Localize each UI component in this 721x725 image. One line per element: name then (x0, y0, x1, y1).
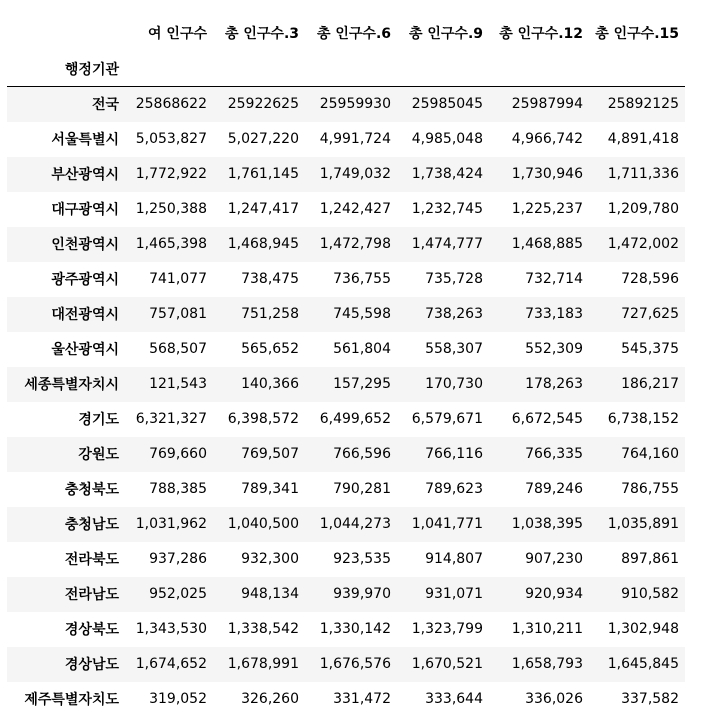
table-row (7, 682, 685, 717)
table-row (7, 402, 685, 437)
row-index-label: 광주광역시 (51, 272, 119, 288)
table-cell: 25892125 (607, 96, 679, 113)
table-cell: 5,027,220 (227, 131, 299, 147)
column-header: 총 인구수.15 (595, 26, 679, 42)
table-cell: 4,891,418 (607, 131, 679, 147)
table-cell: 1,031,962 (135, 516, 207, 532)
table-cell: 1,670,521 (411, 656, 483, 672)
table-cell: 186,217 (621, 376, 679, 392)
table-cell: 552,309 (525, 341, 583, 357)
column-header: 총 인구수.9 (408, 26, 483, 42)
table-cell: 910,582 (621, 586, 679, 602)
table-cell: 6,398,572 (227, 411, 299, 427)
table-cell: 788,385 (149, 481, 207, 497)
table-cell: 948,134 (241, 586, 299, 602)
table-cell: 766,335 (525, 446, 583, 462)
row-index-label: 전라북도 (64, 552, 119, 568)
table-cell: 1,678,991 (227, 656, 299, 672)
table-cell: 4,966,742 (511, 131, 583, 147)
table-cell: 789,623 (425, 481, 483, 497)
row-index-label: 인천광역시 (51, 237, 119, 253)
table-cell: 170,730 (425, 376, 483, 392)
row-index-label: 경상북도 (64, 622, 119, 638)
table-cell: 1,242,427 (319, 201, 391, 217)
table-cell: 766,596 (333, 446, 391, 462)
table-cell: 1,209,780 (607, 201, 679, 217)
table-cell: 769,660 (149, 446, 207, 462)
table-cell: 738,475 (241, 271, 299, 287)
table-cell: 333,644 (425, 691, 483, 707)
table-cell: 1,761,145 (227, 166, 299, 182)
index-name: 행정기관 (7, 51, 125, 87)
table-row (7, 472, 685, 507)
table-cell: 1,676,576 (319, 656, 391, 672)
table-row (7, 577, 685, 612)
table-cell: 4,991,724 (319, 131, 391, 147)
table-cell: 1,749,032 (319, 166, 391, 182)
table-cell: 1,472,002 (607, 236, 679, 252)
table-cell: 1,330,142 (319, 621, 391, 637)
empty-header-cell (397, 51, 489, 87)
table-cell: 786,755 (621, 481, 679, 497)
table-cell: 25985045 (411, 96, 483, 113)
row-index-label: 전국 (91, 97, 119, 114)
row-index-label: 부산광역시 (51, 167, 119, 183)
table-cell: 923,535 (333, 551, 391, 567)
table-cell: 6,672,545 (511, 411, 583, 427)
table-cell: 568,507 (149, 341, 207, 357)
row-index-label: 대구광역시 (51, 202, 119, 218)
table-cell: 157,295 (333, 376, 391, 392)
table-cell: 1,323,799 (411, 621, 483, 637)
row-index-label: 충청북도 (64, 482, 119, 498)
table-cell: 1,302,948 (607, 621, 679, 637)
table-row (7, 367, 685, 402)
table-cell: 25987994 (511, 96, 583, 113)
dataframe-table (7, 15, 685, 717)
table-header (7, 15, 685, 87)
row-index-label: 전라남도 (64, 587, 119, 603)
empty-header-cell (213, 51, 305, 87)
column-header: 총 인구수.6 (316, 26, 391, 42)
row-index-label: 경기도 (78, 412, 119, 428)
table-cell: 121,543 (149, 376, 207, 392)
table-cell: 1,041,771 (411, 516, 483, 532)
table-row (7, 262, 685, 297)
dataframe-container (7, 15, 685, 717)
table-cell: 6,499,652 (319, 411, 391, 427)
table-cell: 907,230 (525, 551, 583, 567)
table-cell: 319,052 (149, 691, 207, 707)
table-cell: 937,286 (149, 551, 207, 567)
table-cell: 25868622 (135, 96, 207, 113)
table-cell: 1,310,211 (511, 621, 583, 637)
row-index-label: 대전광역시 (51, 307, 119, 323)
table-cell: 790,281 (333, 481, 391, 497)
column-header-row (7, 15, 685, 51)
table-cell: 741,077 (149, 271, 207, 287)
table-cell: 1,250,388 (135, 201, 207, 217)
table-cell: 336,026 (525, 691, 583, 707)
table-row (7, 437, 685, 472)
row-index-label: 충청남도 (64, 517, 119, 533)
index-name-row (7, 51, 685, 87)
table-cell: 932,300 (241, 551, 299, 567)
table-cell: 732,714 (525, 271, 583, 287)
table-cell: 1,468,945 (227, 236, 299, 252)
table-cell: 565,652 (241, 341, 299, 357)
table-cell: 1,468,885 (511, 236, 583, 252)
row-index-label: 서울특별시 (51, 132, 119, 148)
table-row (7, 157, 685, 192)
table-cell: 561,804 (333, 341, 391, 357)
table-cell: 727,625 (621, 306, 679, 322)
table-row (7, 227, 685, 262)
table-cell: 1,232,745 (411, 201, 483, 217)
table-cell: 764,160 (621, 446, 679, 462)
table-cell: 545,375 (621, 341, 679, 357)
table-row (7, 192, 685, 227)
table-cell: 1,772,922 (135, 166, 207, 182)
table-cell: 728,596 (621, 271, 679, 287)
empty-header-cell (305, 51, 397, 87)
table-cell: 931,071 (425, 586, 483, 602)
table-cell: 769,507 (241, 446, 299, 462)
column-header: 총 인구수.3 (224, 26, 299, 42)
table-cell: 1,225,237 (511, 201, 583, 217)
table-cell: 1,247,417 (227, 201, 299, 217)
table-cell: 25922625 (227, 96, 299, 113)
empty-header-cell (489, 51, 589, 87)
row-index-label: 세종특별자치시 (24, 377, 119, 393)
table-cell: 914,807 (425, 551, 483, 567)
table-cell: 733,183 (525, 306, 583, 322)
table-cell: 897,861 (621, 551, 679, 567)
table-cell: 789,246 (525, 481, 583, 497)
table-body (7, 87, 685, 717)
column-header: 총 인구수.12 (499, 26, 583, 42)
table-cell: 558,307 (425, 341, 483, 357)
table-row (7, 647, 685, 682)
table-cell: 140,366 (241, 376, 299, 392)
row-index-label: 경상남도 (64, 657, 119, 673)
table-cell: 1,711,336 (607, 166, 679, 182)
row-index-label: 강원도 (78, 447, 119, 463)
table-cell: 735,728 (425, 271, 483, 287)
table-cell: 4,985,048 (411, 131, 483, 147)
table-cell: 326,260 (241, 691, 299, 707)
table-cell: 1,035,891 (607, 516, 679, 532)
table-row (7, 332, 685, 367)
table-cell: 337,582 (621, 691, 679, 707)
table-cell: 738,263 (425, 306, 483, 322)
row-index-label: 울산광역시 (51, 342, 119, 358)
table-cell: 1,040,500 (227, 516, 299, 532)
table-cell: 1,645,845 (607, 656, 679, 672)
table-cell: 25959930 (319, 96, 391, 113)
table-cell: 1,465,398 (135, 236, 207, 252)
table-cell: 952,025 (149, 586, 207, 602)
table-cell: 6,579,671 (411, 411, 483, 427)
table-row (7, 297, 685, 332)
table-cell: 766,116 (425, 446, 483, 462)
table-cell: 6,738,152 (607, 411, 679, 427)
table-row (7, 612, 685, 647)
table-cell: 789,341 (241, 481, 299, 497)
table-cell: 920,934 (525, 586, 583, 602)
table-cell: 1,472,798 (319, 236, 391, 252)
table-cell: 1,338,542 (227, 621, 299, 637)
table-cell: 745,598 (333, 306, 391, 322)
table-cell: 757,081 (149, 306, 207, 322)
corner-cell (7, 15, 125, 51)
table-cell: 6,321,327 (135, 411, 207, 427)
row-index-label: 제주특별자치도 (24, 692, 119, 708)
table-cell: 1,674,652 (135, 656, 207, 672)
table-cell: 1,343,530 (135, 621, 207, 637)
table-row (7, 507, 685, 542)
table-cell: 1,730,946 (511, 166, 583, 182)
empty-header-cell (125, 51, 213, 87)
table-cell: 1,044,273 (319, 516, 391, 532)
column-header: 여 인구수 (148, 26, 207, 42)
table-row (7, 122, 685, 157)
table-cell: 5,053,827 (135, 131, 207, 147)
table-cell: 1,658,793 (511, 656, 583, 672)
table-cell: 736,755 (333, 271, 391, 287)
empty-header-cell (589, 51, 685, 87)
table-cell: 178,263 (525, 376, 583, 392)
table-cell: 751,258 (241, 306, 299, 322)
table-row (7, 87, 685, 122)
table-cell: 939,970 (333, 586, 391, 602)
table-row (7, 542, 685, 577)
table-cell: 1,738,424 (411, 166, 483, 182)
table-cell: 331,472 (333, 691, 391, 707)
table-cell: 1,038,395 (511, 516, 583, 532)
table-cell: 1,474,777 (411, 236, 483, 252)
